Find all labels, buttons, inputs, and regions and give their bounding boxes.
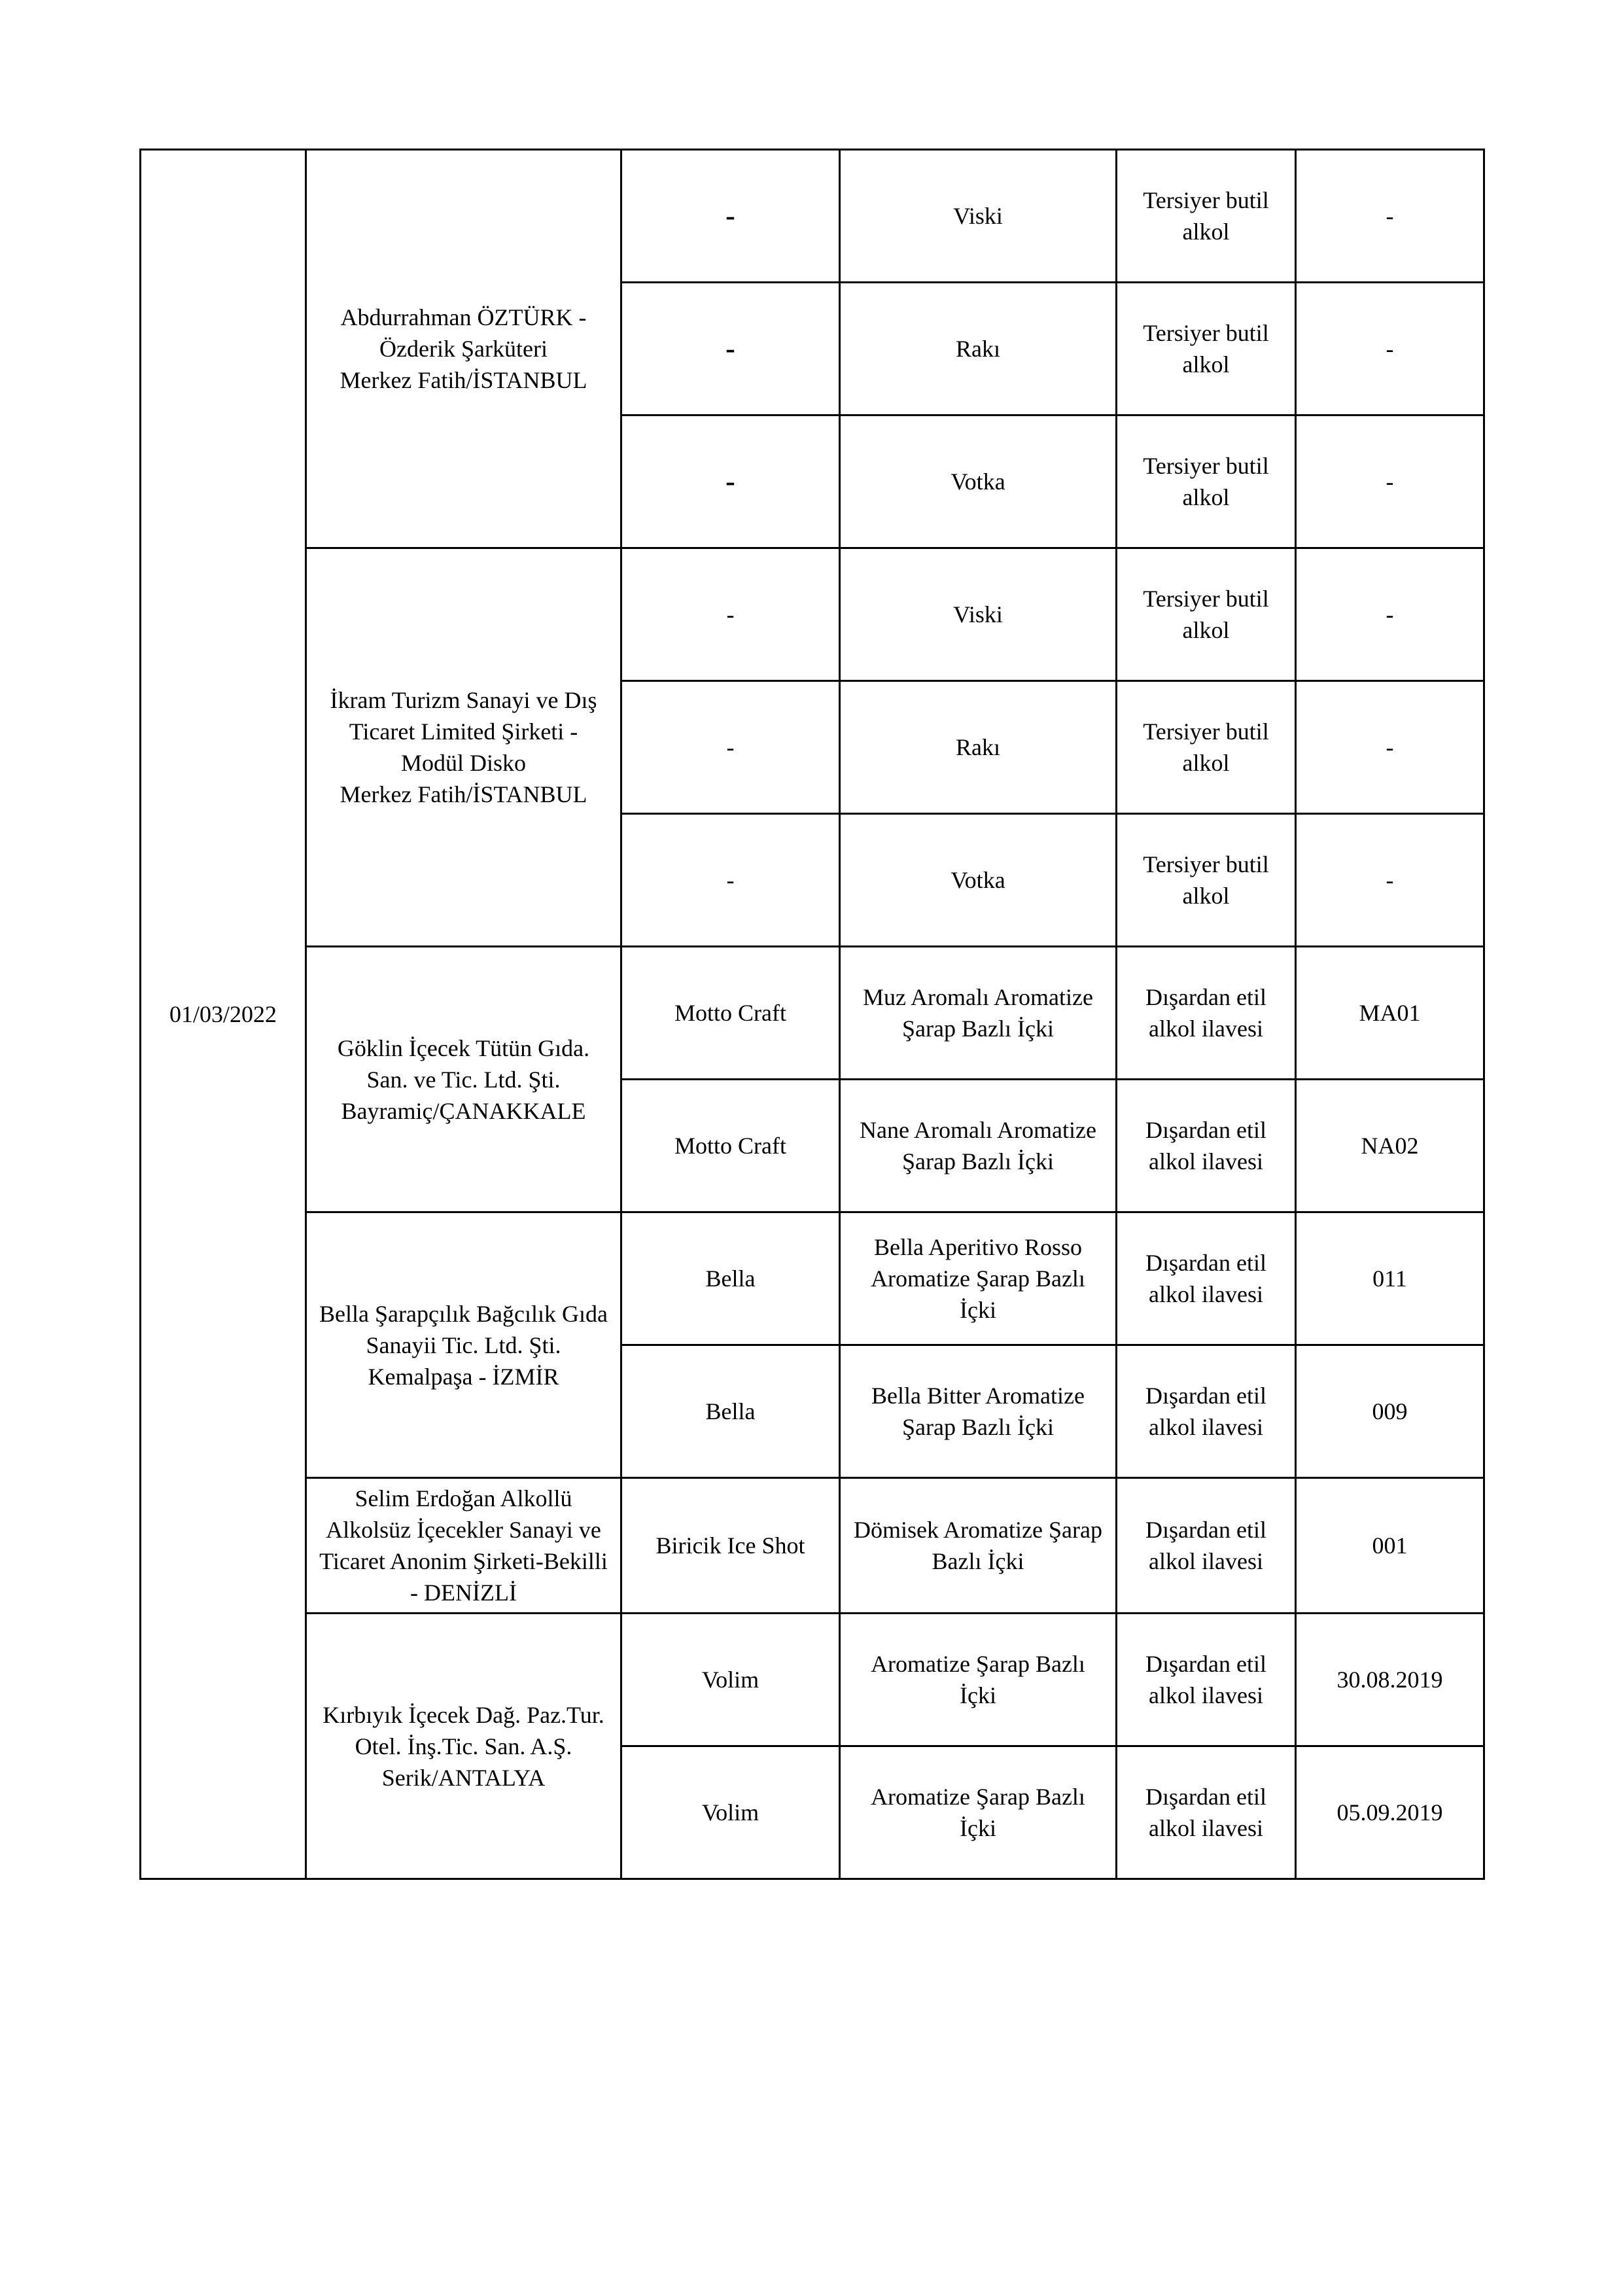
findings-table <box>139 149 1485 1880</box>
lot-cell: - <box>1296 548 1484 681</box>
finding-cell: Tersiyer butil alkol <box>1117 150 1296 283</box>
lot-cell: - <box>1296 814 1484 947</box>
lot-cell: 009 <box>1296 1345 1484 1478</box>
lot-cell: 30.08.2019 <box>1296 1614 1484 1746</box>
lot-cell: 011 <box>1296 1212 1484 1345</box>
brand-cell: Biricik Ice Shot <box>621 1478 840 1614</box>
brand-cell: - <box>621 415 840 548</box>
product-cell: Viski <box>840 548 1117 681</box>
product-cell: Aromatize Şarap Bazlı İçki <box>840 1614 1117 1746</box>
brand-cell: Volim <box>621 1746 840 1879</box>
finding-cell: Dışardan etil alkol ilavesi <box>1117 1345 1296 1478</box>
finding-cell: Dışardan etil alkol ilavesi <box>1117 1478 1296 1614</box>
table-row <box>141 548 1484 681</box>
product-cell: Muz Aromalı Aromatize Şarap Bazlı İçki <box>840 947 1117 1080</box>
company-cell: Göklin İçecek Tütün Gıda. San. ve Tic. Ltd. Şti. Bayramiç/ÇANAKKALE <box>306 947 621 1212</box>
finding-cell: Dışardan etil alkol ilavesi <box>1117 1746 1296 1879</box>
company-cell: Abdurrahman ÖZTÜRK - Özderik Şarküteri Merkez Fatih/İSTANBUL <box>306 150 621 548</box>
finding-cell: Dışardan etil alkol ilavesi <box>1117 1080 1296 1212</box>
company-cell: İkram Turizm Sanayi ve Dış Ticaret Limited Şirketi - Modül Disko Merkez Fatih/İSTANBUL <box>306 548 621 947</box>
lot-cell: NA02 <box>1296 1080 1484 1212</box>
product-cell: Bella Aperitivo Rosso Aromatize Şarap Bazlı İçki <box>840 1212 1117 1345</box>
brand-cell: Volim <box>621 1614 840 1746</box>
product-cell: Dömisek Aromatize Şarap Bazlı İçki <box>840 1478 1117 1614</box>
brand-cell: Motto Craft <box>621 947 840 1080</box>
finding-cell: Dışardan etil alkol ilavesi <box>1117 947 1296 1080</box>
brand-cell: Motto Craft <box>621 1080 840 1212</box>
product-cell: Rakı <box>840 681 1117 814</box>
table-row <box>141 1478 1484 1614</box>
product-cell: Aromatize Şarap Bazlı İçki <box>840 1746 1117 1879</box>
brand-cell: - <box>621 283 840 415</box>
lot-cell: - <box>1296 150 1484 283</box>
product-cell: Votka <box>840 814 1117 947</box>
finding-cell: Dışardan etil alkol ilavesi <box>1117 1212 1296 1345</box>
finding-cell: Tersiyer butil alkol <box>1117 548 1296 681</box>
brand-cell: - <box>621 150 840 283</box>
finding-cell: Tersiyer butil alkol <box>1117 283 1296 415</box>
date-cell: 01/03/2022 <box>141 150 306 1879</box>
company-cell: Bella Şarapçılık Bağcılık Gıda Sanayii Tic. Ltd. Şti. Kemalpaşa - İZMİR <box>306 1212 621 1478</box>
brand-cell: - <box>621 681 840 814</box>
table-row <box>141 1614 1484 1746</box>
company-cell: Kırbıyık İçecek Dağ. Paz.Tur. Otel. İnş.Tic. San. A.Ş. Serik/ANTALYA <box>306 1614 621 1879</box>
lot-cell: MA01 <box>1296 947 1484 1080</box>
table-row <box>141 1212 1484 1345</box>
finding-cell: Tersiyer butil alkol <box>1117 415 1296 548</box>
finding-cell: Tersiyer butil alkol <box>1117 681 1296 814</box>
product-cell: Bella Bitter Aromatize Şarap Bazlı İçki <box>840 1345 1117 1478</box>
brand-cell: Bella <box>621 1212 840 1345</box>
lot-cell: - <box>1296 681 1484 814</box>
product-cell: Rakı <box>840 283 1117 415</box>
product-cell: Votka <box>840 415 1117 548</box>
brand-cell: - <box>621 814 840 947</box>
company-cell: Selim Erdoğan Alkollü Alkolsüz İçecekler Sanayi ve Ticaret Anonim Şirketi-Bekilli - DENİZLİ <box>306 1478 621 1614</box>
product-cell: Viski <box>840 150 1117 283</box>
brand-cell: - <box>621 548 840 681</box>
finding-cell: Dışardan etil alkol ilavesi <box>1117 1614 1296 1746</box>
lot-cell: - <box>1296 283 1484 415</box>
lot-cell: 001 <box>1296 1478 1484 1614</box>
product-cell: Nane Aromalı Aromatize Şarap Bazlı İçki <box>840 1080 1117 1212</box>
table-row <box>141 150 1484 283</box>
lot-cell: - <box>1296 415 1484 548</box>
table-row <box>141 947 1484 1080</box>
brand-cell: Bella <box>621 1345 840 1478</box>
lot-cell: 05.09.2019 <box>1296 1746 1484 1879</box>
finding-cell: Tersiyer butil alkol <box>1117 814 1296 947</box>
